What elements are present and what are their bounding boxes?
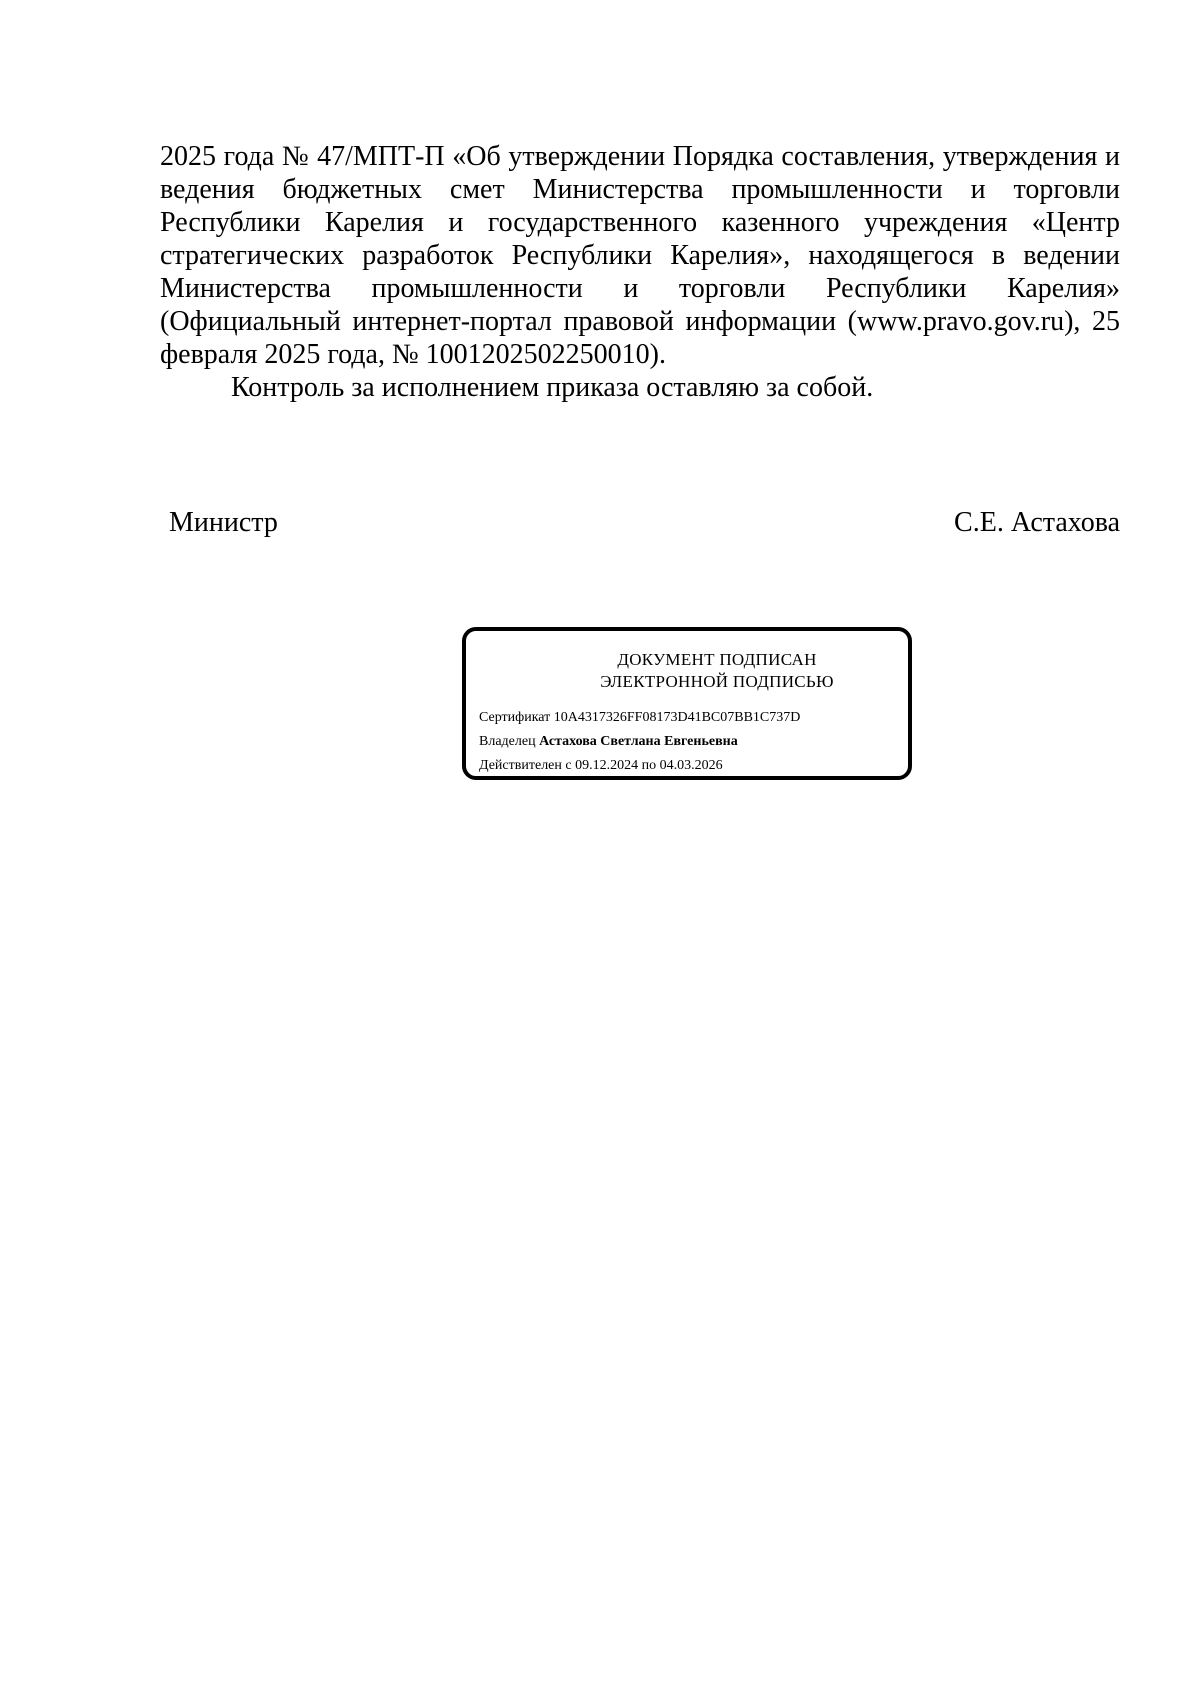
valid-label: Действителен — [479, 758, 562, 773]
signatory-position: Министр — [169, 507, 278, 538]
certificate-value: 10A4317326FF08173D41BC07BB1C737D — [553, 710, 801, 725]
electronic-signature-stamp — [462, 627, 912, 780]
owner-label: Владелец — [479, 734, 536, 749]
stamp-title — [466, 649, 908, 693]
document-body — [160, 140, 1120, 404]
valid-to-prefix: по — [641, 758, 657, 773]
valid-from-prefix: с — [565, 758, 572, 773]
signature-block — [169, 506, 1120, 539]
stamp-title-line1: ДОКУМЕНТ ПОДПИСАН — [617, 650, 817, 669]
paragraph-control: Контроль за исполнением приказа оставляю за собой. — [231, 372, 874, 403]
owner-value: Астахова Светлана Евгеньевна — [539, 734, 738, 749]
valid-to-date: 04.03.2026 — [659, 758, 723, 773]
stamp-validity-row — [479, 754, 800, 778]
valid-from-date: 09.12.2024 — [575, 758, 639, 773]
stamp-details — [479, 706, 800, 778]
stamp-certificate-row — [479, 706, 800, 730]
certificate-label: Сертификат — [479, 710, 551, 725]
paragraph-continuation: 2025 года № 47/МПТ-П «Об утверждении Порядка составления, утверждения и ведения бюджетных смет Министерства промышленности и торговли Республики Карелия и государственного казенного учреждения «Центр стратегических разработок Республики Карелия», находящегося в ведении Министерства промышленности и торговли Республики Карелия» (Официальный интернет-портал правовой информации (www.pravo.gov.ru), 25 февраля 2025 года, № 1001202502250010). — [160, 141, 1120, 370]
stamp-title-line2: ЭЛЕКТРОННОЙ ПОДПИСЬЮ — [600, 672, 834, 691]
signatory-name: С.Е. Астахова — [954, 507, 1120, 538]
stamp-owner-row — [479, 730, 800, 754]
